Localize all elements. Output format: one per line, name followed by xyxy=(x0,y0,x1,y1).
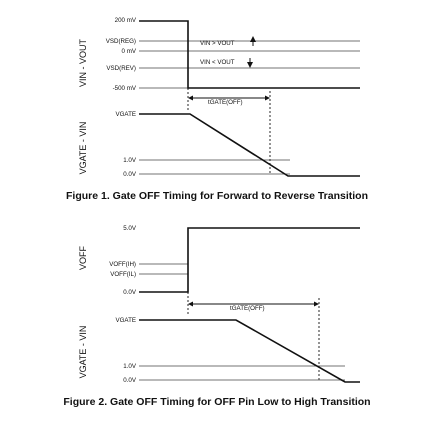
fig2-label-voff-il: VOFF(IL) xyxy=(110,271,136,278)
fig1-vgate-trace xyxy=(139,114,360,176)
fig1-ylabel-bottom: VGATE - VIN xyxy=(78,121,88,175)
fig1-label-vsd-rev: VSD(REV) xyxy=(106,65,136,72)
fig2-label-vgate: VGATE xyxy=(115,317,136,324)
fig2-ylabel-top: VOFF xyxy=(78,246,88,270)
fig2-tgate-arrow-left-icon xyxy=(188,302,193,307)
fig2-tgate-label: tGATE(OFF) xyxy=(230,305,265,312)
fig2-label-voff-ih: VOFF(IH) xyxy=(109,261,136,268)
fig2-voff-trace xyxy=(139,228,360,292)
fig2-tgate-arrow-right-icon xyxy=(314,302,319,307)
fig1-tgate-arrow-left-icon xyxy=(188,96,193,101)
fig2-label-1v: 1.0V xyxy=(123,363,136,370)
fig1-label-minus-500mv: -500 mV xyxy=(112,85,136,92)
fig2-label-0v: 0.0V xyxy=(123,377,136,384)
fig1-tgate-label: tGATE(OFF) xyxy=(208,99,243,106)
fig1-label-vgate: VGATE xyxy=(115,111,136,118)
fig1-label-0mv: 0 mV xyxy=(121,48,136,55)
fig1-ylabel-top: VIN - VOUT xyxy=(78,38,88,88)
fig2-ylabel-bottom: VGATE - VIN xyxy=(78,325,88,379)
fig1-caption: Figure 1. Gate OFF Timing for Forward to Reverse Transition xyxy=(65,190,369,202)
fig1-label-0v: 0.0V xyxy=(123,171,136,178)
figure-2 xyxy=(63,225,370,408)
fig2-caption: Figure 2. Gate OFF Timing for OFF Pin Low to High Transition xyxy=(63,396,371,408)
fig1-ann-vin-lt-vout: VIN < VOUT xyxy=(200,59,235,66)
figure-1 xyxy=(66,17,368,202)
fig1-vin-vout-trace xyxy=(139,21,360,88)
fig1-ann-vin-gt-vout: VIN > VOUT xyxy=(200,40,235,47)
fig2-label-5v: 5.0V xyxy=(123,225,136,232)
fig1-label-vsd-reg: VSD(REG) xyxy=(105,38,136,45)
fig1-label-200mv: 200 mV xyxy=(114,17,136,24)
fig1-label-1v: 1.0V xyxy=(123,157,136,164)
fig2-label-0v-top: 0.0V xyxy=(123,289,136,296)
fig1-tgate-arrow-right-icon xyxy=(265,96,270,101)
fig2-vgate-trace xyxy=(139,320,360,382)
